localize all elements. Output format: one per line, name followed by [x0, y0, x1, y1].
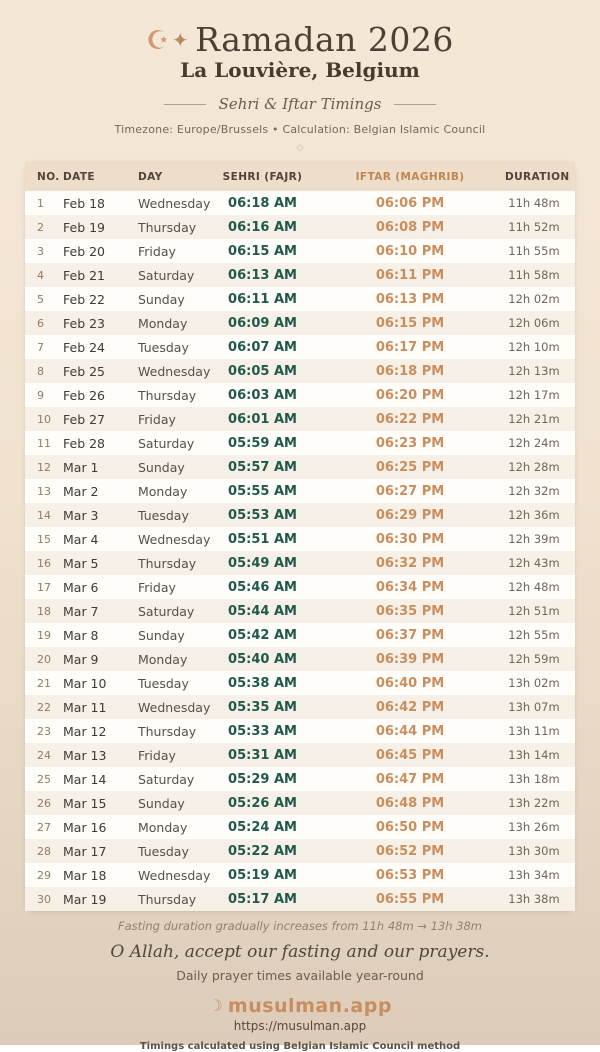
cell-sehri-time: 06:15 AM	[228, 243, 297, 259]
cell-duration: 13h 18m	[508, 772, 560, 786]
cell-duration: 13h 22m	[508, 796, 560, 810]
cell-day: Saturday	[138, 435, 195, 451]
cell-duration: 13h 26m	[508, 820, 560, 834]
cell-no: 7	[37, 340, 44, 354]
cell-no: 25	[37, 772, 51, 786]
cell-iftar-time: 06:29 PM	[375, 507, 445, 523]
cell-no: 23	[37, 724, 51, 738]
cell-day: Friday	[138, 411, 176, 427]
table-row	[25, 455, 575, 479]
cell-day: Thursday	[138, 723, 197, 739]
cell-no: 2	[37, 220, 44, 234]
cell-iftar-time: 06:48 PM	[375, 795, 445, 811]
cell-sehri-time: 06:07 AM	[228, 339, 297, 355]
table-row	[25, 815, 575, 839]
cell-no: 11	[37, 436, 51, 450]
cell-day: Wednesday	[138, 195, 211, 211]
cell-sehri-time: 05:59 AM	[228, 435, 297, 451]
cell-iftar-time: 06:42 PM	[375, 699, 445, 715]
location-title: La Louvière, Belgium	[180, 58, 420, 82]
cell-iftar-time: 06:17 PM	[375, 339, 445, 355]
cell-day: Tuesday	[138, 507, 189, 523]
cell-date: Feb 26	[63, 387, 106, 403]
cell-iftar-time: 06:20 PM	[375, 387, 445, 403]
cell-day: Wednesday	[138, 699, 211, 715]
cell-sehri-time: 06:09 AM	[228, 315, 297, 331]
cell-sehri-time: 06:11 AM	[228, 291, 297, 307]
cell-date: Mar 8	[63, 627, 99, 643]
table-body	[25, 191, 575, 911]
cell-duration: 12h 02m	[508, 292, 560, 306]
cell-no: 18	[37, 604, 51, 618]
cell-day: Thursday	[138, 387, 197, 403]
cell-date: Feb 23	[63, 315, 106, 331]
cell-no: 28	[37, 844, 51, 858]
cell-day: Thursday	[138, 891, 197, 907]
brand-logo	[0, 995, 600, 1017]
cell-no: 16	[37, 556, 51, 570]
cell-date: Feb 28	[63, 435, 106, 451]
cell-duration: 11h 48m	[508, 196, 560, 210]
table-row	[25, 839, 575, 863]
cell-day: Wednesday	[138, 867, 211, 883]
cell-duration: 13h 30m	[508, 844, 560, 858]
cell-sehri-time: 05:22 AM	[228, 843, 297, 859]
cell-sehri-time: 06:16 AM	[228, 219, 297, 235]
cell-sehri-time: 05:33 AM	[228, 723, 297, 739]
cell-date: Mar 18	[63, 867, 107, 883]
cell-sehri-time: 05:35 AM	[228, 699, 297, 715]
cell-date: Mar 14	[63, 771, 107, 787]
cell-iftar-time: 06:22 PM	[375, 411, 445, 427]
cell-duration: 12h 39m	[508, 532, 560, 546]
table-row	[25, 287, 575, 311]
cell-iftar-time: 06:10 PM	[375, 243, 445, 259]
cell-duration: 12h 06m	[508, 316, 560, 330]
cell-day: Saturday	[138, 267, 195, 283]
footer	[0, 919, 600, 1052]
cell-no: 30	[37, 892, 51, 906]
cell-date: Feb 25	[63, 363, 106, 379]
cell-date: Feb 22	[63, 291, 106, 307]
cell-date: Mar 4	[63, 531, 99, 547]
cell-sehri-time: 05:19 AM	[228, 867, 297, 883]
cell-date: Mar 1	[63, 459, 99, 475]
cell-iftar-time: 06:35 PM	[375, 603, 445, 619]
cell-sehri-time: 05:29 AM	[228, 771, 297, 787]
cell-duration: 12h 21m	[508, 412, 560, 426]
cell-sehri-time: 05:53 AM	[228, 507, 297, 523]
cell-date: Mar 7	[63, 603, 99, 619]
divider-line-left	[164, 104, 206, 105]
cell-date: Mar 15	[63, 795, 107, 811]
cell-iftar-time: 06:27 PM	[375, 483, 445, 499]
table-row	[25, 191, 575, 215]
table-row	[25, 431, 575, 455]
tagline: Daily prayer times available year-round	[176, 968, 424, 983]
table-row	[25, 527, 575, 551]
cell-no: 19	[37, 628, 51, 642]
cell-no: 24	[37, 748, 51, 762]
crescent-icon: ☾	[208, 996, 223, 1015]
cell-no: 10	[37, 412, 51, 426]
cell-sehri-time: 05:24 AM	[228, 819, 297, 835]
cell-sehri-time: 05:31 AM	[228, 747, 297, 763]
cell-iftar-time: 06:47 PM	[375, 771, 445, 787]
diamond-ornament-icon: ◇	[296, 143, 304, 153]
calculation-method-note: Timings calculated using Belgian Islamic Council method	[139, 1041, 461, 1052]
cell-date: Mar 13	[63, 747, 107, 763]
cell-no: 13	[37, 484, 51, 498]
table-row	[25, 623, 575, 647]
table-header-row	[25, 162, 575, 191]
cell-day: Wednesday	[138, 531, 211, 547]
cell-day: Sunday	[138, 291, 185, 307]
cell-day: Tuesday	[138, 339, 189, 355]
column-header-date: DATE	[63, 170, 95, 183]
cell-no: 9	[37, 388, 44, 402]
cell-iftar-time: 06:53 PM	[375, 867, 445, 883]
cell-sehri-time: 05:38 AM	[228, 675, 297, 691]
cell-date: Feb 18	[63, 195, 106, 211]
cell-iftar-time: 06:50 PM	[375, 819, 445, 835]
cell-day: Sunday	[138, 459, 185, 475]
cell-no: 12	[37, 460, 51, 474]
cell-duration: 13h 11m	[508, 724, 560, 738]
cell-date: Mar 6	[63, 579, 99, 595]
cell-sehri-time: 05:51 AM	[228, 531, 297, 547]
table-row	[25, 575, 575, 599]
cell-sehri-time: 05:44 AM	[228, 603, 297, 619]
cell-sehri-time: 05:55 AM	[228, 483, 297, 499]
page-title	[0, 22, 600, 59]
cell-date: Mar 5	[63, 555, 99, 571]
cell-day: Saturday	[138, 603, 195, 619]
cell-date: Mar 19	[63, 891, 107, 907]
cell-duration: 12h 13m	[508, 364, 560, 378]
cell-duration: 12h 36m	[508, 508, 560, 522]
cell-sehri-time: 05:49 AM	[228, 555, 297, 571]
cell-no: 27	[37, 820, 51, 834]
column-header-day: DAY	[138, 170, 163, 183]
subtitle-divider	[0, 95, 600, 113]
cell-iftar-time: 06:08 PM	[375, 219, 445, 235]
cell-duration: 11h 58m	[508, 268, 560, 282]
cell-no: 22	[37, 700, 51, 714]
cell-day: Friday	[138, 243, 176, 259]
cell-day: Monday	[138, 819, 188, 835]
cell-iftar-time: 06:13 PM	[375, 291, 445, 307]
cell-date: Mar 10	[63, 675, 107, 691]
cell-no: 1	[37, 196, 44, 210]
cell-iftar-time: 06:15 PM	[375, 315, 445, 331]
cell-duration: 12h 59m	[508, 652, 560, 666]
fasting-duration-note: Fasting duration gradually increases from 11h 48m → 13h 38m	[117, 919, 483, 933]
timezone-calculation-meta: Timezone: Europe/Brussels • Calculation: Belgian Islamic Council	[114, 123, 486, 136]
column-header-iftar: IFTAR (MAGHRIB)	[355, 170, 465, 183]
cell-sehri-time: 05:57 AM	[228, 459, 297, 475]
brand-url-link[interactable]: https://musulman.app	[233, 1019, 367, 1033]
cell-iftar-time: 06:37 PM	[375, 627, 445, 643]
cell-date: Feb 21	[63, 267, 106, 283]
cell-duration: 12h 55m	[508, 628, 560, 642]
cell-day: Monday	[138, 315, 188, 331]
cell-iftar-time: 06:40 PM	[375, 675, 445, 691]
cell-iftar-time: 06:34 PM	[375, 579, 445, 595]
table-row	[25, 383, 575, 407]
table-row	[25, 719, 575, 743]
cell-iftar-time: 06:44 PM	[375, 723, 445, 739]
cell-iftar-time: 06:18 PM	[375, 363, 445, 379]
divider-line-right	[394, 104, 436, 105]
cell-duration: 12h 24m	[508, 436, 560, 450]
cell-day: Thursday	[138, 555, 197, 571]
sparkle-icon: ✦	[171, 28, 190, 52]
table-row	[25, 791, 575, 815]
cell-duration: 12h 17m	[508, 388, 560, 402]
cell-no: 3	[37, 244, 44, 258]
cell-iftar-time: 06:52 PM	[375, 843, 445, 859]
table-row	[25, 863, 575, 887]
cell-no: 29	[37, 868, 51, 882]
cell-iftar-time: 06:39 PM	[375, 651, 445, 667]
cell-day: Monday	[138, 483, 188, 499]
cell-duration: 11h 52m	[508, 220, 560, 234]
cell-iftar-time: 06:06 PM	[375, 195, 445, 211]
table-row	[25, 359, 575, 383]
cell-no: 17	[37, 580, 51, 594]
cell-date: Mar 2	[63, 483, 99, 499]
cell-sehri-time: 05:17 AM	[228, 891, 297, 907]
subtitle: Sehri & Iftar Timings	[218, 95, 382, 113]
cell-duration: 12h 28m	[508, 460, 560, 474]
cell-duration: 13h 34m	[508, 868, 560, 882]
table-row	[25, 479, 575, 503]
cell-date: Mar 12	[63, 723, 107, 739]
cell-no: 8	[37, 364, 44, 378]
column-header-sehri: SEHRI (FAJR)	[222, 170, 303, 183]
table-row	[25, 695, 575, 719]
table-row	[25, 887, 575, 911]
cell-sehri-time: 05:46 AM	[228, 579, 297, 595]
cell-iftar-time: 06:25 PM	[375, 459, 445, 475]
cell-day: Sunday	[138, 627, 185, 643]
cell-iftar-time: 06:23 PM	[375, 435, 445, 451]
cell-day: Saturday	[138, 771, 195, 787]
table-row	[25, 743, 575, 767]
cell-duration: 13h 38m	[508, 892, 560, 906]
cell-iftar-time: 06:30 PM	[375, 531, 445, 547]
cell-sehri-time: 06:05 AM	[228, 363, 297, 379]
table-row	[25, 671, 575, 695]
cell-no: 4	[37, 268, 44, 282]
column-header-duration: DURATION	[505, 170, 570, 183]
cell-date: Feb 19	[63, 219, 106, 235]
cell-no: 5	[37, 292, 44, 306]
table-row	[25, 239, 575, 263]
cell-day: Friday	[138, 747, 176, 763]
cell-day: Thursday	[138, 219, 197, 235]
cell-date: Mar 3	[63, 507, 99, 523]
cell-no: 20	[37, 652, 51, 666]
cell-sehri-time: 06:03 AM	[228, 387, 297, 403]
cell-date: Mar 11	[63, 699, 107, 715]
column-header-no: NO.	[37, 170, 60, 183]
page-title-text: Ramadan 2026	[195, 20, 454, 59]
cell-sehri-time: 06:13 AM	[228, 267, 297, 283]
brand-name: musulman.app	[227, 995, 392, 1017]
cell-duration: 13h 02m	[508, 676, 560, 690]
cell-sehri-time: 05:26 AM	[228, 795, 297, 811]
cell-no: 26	[37, 796, 51, 810]
table-row	[25, 647, 575, 671]
cell-no: 14	[37, 508, 51, 522]
cell-sehri-time: 05:42 AM	[228, 627, 297, 643]
timings-table	[25, 162, 575, 911]
table-row	[25, 551, 575, 575]
table-row	[25, 599, 575, 623]
cell-no: 15	[37, 532, 51, 546]
cell-iftar-time: 06:11 PM	[375, 267, 445, 283]
cell-duration: 12h 32m	[508, 484, 560, 498]
hero-header	[0, 0, 600, 153]
cell-iftar-time: 06:45 PM	[375, 747, 445, 763]
table-row	[25, 503, 575, 527]
cell-date: Feb 24	[63, 339, 106, 355]
crescent-star-icon: ☪	[146, 26, 170, 56]
cell-sehri-time: 05:40 AM	[228, 651, 297, 667]
cell-day: Sunday	[138, 795, 185, 811]
cell-no: 21	[37, 676, 51, 690]
table-row	[25, 335, 575, 359]
dua-text: O Allah, accept our fasting and our prayers.	[110, 942, 490, 962]
cell-duration: 12h 10m	[508, 340, 560, 354]
table-row	[25, 311, 575, 335]
cell-duration: 13h 14m	[508, 748, 560, 762]
cell-sehri-time: 06:01 AM	[228, 411, 297, 427]
cell-iftar-time: 06:55 PM	[375, 891, 445, 907]
cell-duration: 11h 55m	[508, 244, 560, 258]
table-row	[25, 263, 575, 287]
cell-date: Mar 17	[63, 843, 107, 859]
cell-sehri-time: 06:18 AM	[228, 195, 297, 211]
table-row	[25, 407, 575, 431]
table-row	[25, 215, 575, 239]
table-row	[25, 767, 575, 791]
cell-day: Friday	[138, 579, 176, 595]
cell-date: Feb 20	[63, 243, 106, 259]
cell-date: Mar 16	[63, 819, 107, 835]
cell-no: 6	[37, 316, 44, 330]
cell-day: Monday	[138, 651, 188, 667]
cell-iftar-time: 06:32 PM	[375, 555, 445, 571]
cell-duration: 12h 48m	[508, 580, 560, 594]
cell-day: Tuesday	[138, 675, 189, 691]
cell-duration: 12h 51m	[508, 604, 560, 618]
cell-date: Feb 27	[63, 411, 106, 427]
cell-day: Wednesday	[138, 363, 211, 379]
cell-date: Mar 9	[63, 651, 99, 667]
cell-duration: 12h 43m	[508, 556, 560, 570]
cell-duration: 13h 07m	[508, 700, 560, 714]
cell-day: Tuesday	[138, 843, 189, 859]
